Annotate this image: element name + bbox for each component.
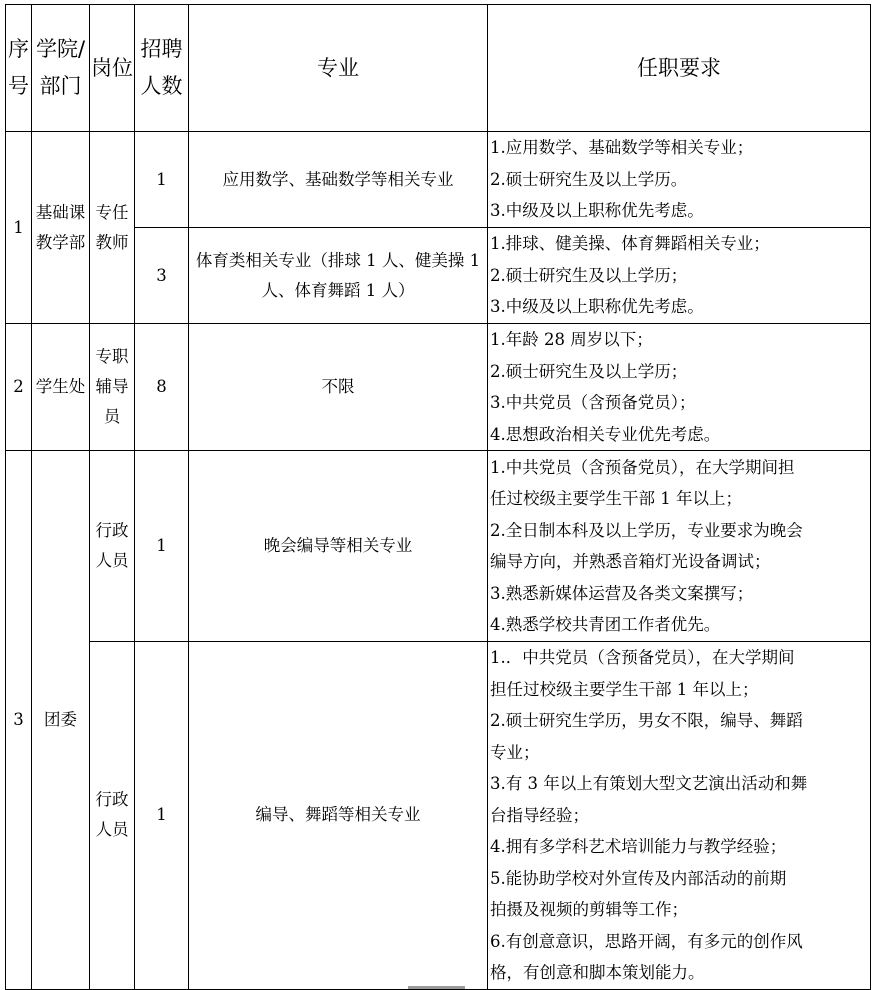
requirement-line: 4.熟悉学校共青团工作者优先。	[490, 615, 721, 634]
requirement-line: 3.熟悉新媒体运营及各类文案撰写；	[490, 583, 754, 603]
requirements-cell	[488, 132, 871, 228]
major-cell: 编导、舞蹈等相关专业	[189, 642, 488, 990]
requirement-line: 编导方向，并熟悉音箱灯光设备调试；	[490, 552, 771, 571]
requirement-line: 5.能协助学校对外宣传及内部活动的前期	[490, 868, 787, 888]
requirement-line: 格，有创意和脚本策划能力。	[490, 963, 705, 982]
requirement-line: 2.硕士研究生及以上学历；	[490, 361, 688, 381]
major-cell: 体育类相关专业（排球 1 人、健美操 1 人、体育舞蹈 1 人）	[189, 228, 488, 324]
requirement-line: 6.有创意意识，思路开阔，有多元的创作风	[490, 931, 803, 951]
post-cell: 专职辅导员	[90, 324, 135, 451]
table-row	[6, 228, 871, 324]
count-cell: 3	[135, 228, 189, 324]
requirement-line: 1.应用数学、基础数学等相关专业；	[490, 138, 754, 158]
requirements-cell	[488, 642, 871, 990]
requirement-line: 3.中级及以上职称优先考虑。	[490, 297, 704, 317]
count-cell: 1	[135, 642, 189, 990]
major-cell: 晚会编导等相关专业	[189, 451, 488, 642]
requirement-line: 专业；	[490, 742, 540, 762]
page-scroll-indicator	[408, 986, 465, 989]
dept-cell: 学生处	[32, 324, 90, 451]
table-header-row	[6, 5, 871, 132]
table-row	[6, 642, 871, 990]
major-cell: 应用数学、基础数学等相关专业	[189, 132, 488, 228]
header-seq: 序号	[6, 5, 32, 132]
count-cell: 8	[135, 324, 189, 451]
table-row	[6, 324, 871, 451]
table-row	[6, 451, 871, 642]
seq-cell: 2	[6, 324, 32, 451]
dept-cell: 基础课教学部	[32, 132, 90, 324]
requirement-line: 1.排球、健美操、体育舞蹈相关专业；	[490, 234, 770, 254]
recruitment-table	[5, 4, 871, 990]
header-major: 专业	[189, 5, 488, 132]
requirements-cell	[488, 451, 871, 642]
requirement-line: 3.有 3 年以上有策划大型文艺演出活动和舞	[490, 774, 808, 793]
requirements-cell	[488, 324, 871, 451]
requirement-line: 1.年龄 28 周岁以下；	[490, 330, 653, 349]
requirement-line: 4.思想政治相关专业优先考虑。	[490, 424, 721, 444]
requirement-line: 2.全日制本科及以上学历，专业要求为晚会	[490, 520, 803, 540]
seq-cell: 1	[6, 132, 32, 324]
requirement-line: 2.硕士研究生及以上学历。	[490, 169, 688, 189]
header-dept: 学院/部门	[32, 5, 90, 132]
count-cell: 1	[135, 132, 189, 228]
requirement-line: 2.硕士研究生及以上学历；	[490, 265, 688, 285]
post-cell: 行政人员	[90, 451, 135, 642]
requirement-line: 1.．中共党员（含预备党员），在大学期间	[490, 648, 795, 667]
dept-cell: 团委	[32, 451, 90, 990]
requirement-line: 3.中共党员（含预备党员）；	[490, 393, 696, 412]
requirement-line: 2.硕士研究生学历，男女不限，编导、舞蹈	[490, 711, 803, 730]
major-cell: 不限	[189, 324, 488, 451]
requirement-line: 担任过校级主要学生干部 1 年以上；	[490, 679, 759, 699]
seq-cell: 3	[6, 451, 32, 990]
requirement-line: 台指导经验；	[490, 805, 589, 825]
requirement-line: 1.中共党员（含预备党员），在大学期间担	[490, 457, 795, 477]
requirements-cell	[488, 228, 871, 324]
requirement-line: 拍摄及视频的剪辑等工作；	[490, 900, 688, 919]
table-row	[6, 132, 871, 228]
header-requirements: 任职要求	[488, 5, 871, 132]
header-post: 岗位	[90, 5, 135, 132]
header-count: 招聘人数	[135, 5, 189, 132]
requirement-line: 任过校级主要学生干部 1 年以上；	[490, 489, 742, 508]
requirement-line: 4.拥有多学科艺术培训能力与教学经验；	[490, 837, 787, 856]
count-cell: 1	[135, 451, 189, 642]
post-cell: 行政人员	[90, 642, 135, 990]
post-cell: 专任教师	[90, 132, 135, 324]
requirement-line: 3.中级及以上职称优先考虑。	[490, 201, 704, 221]
